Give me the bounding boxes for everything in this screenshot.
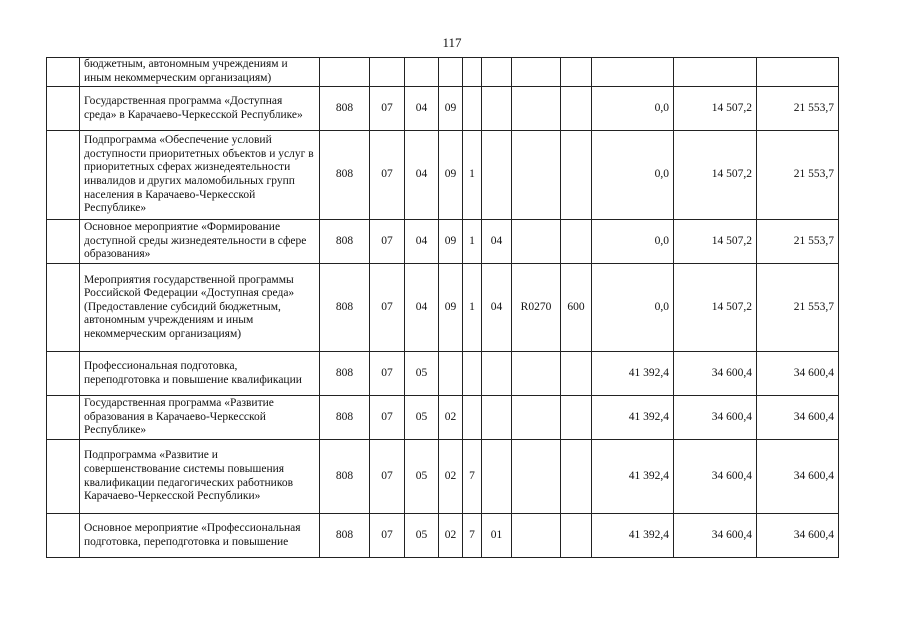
direction-code-cell <box>512 396 561 440</box>
program-code-cell: 09 <box>439 87 463 131</box>
section-code-cell <box>370 58 405 87</box>
direction-code-cell <box>512 131 561 220</box>
amount-year3-cell: 21 553,7 <box>757 220 839 264</box>
amount-year2-cell: 34 600,4 <box>674 514 757 558</box>
expense-type-cell <box>561 220 592 264</box>
subsection-code-cell: 05 <box>405 396 439 440</box>
expense-type-cell <box>561 396 592 440</box>
description-cell: Мероприятия государственной программы Российской Федерации «Доступная среда» (Предоставление субсидий бюджетным, автономным учреждениям и иным некоммерческим организациям) <box>80 264 320 352</box>
ved-code-cell: 808 <box>320 264 370 352</box>
subsection-code-cell: 05 <box>405 352 439 396</box>
page-number: 117 <box>442 35 462 50</box>
direction-code-cell: R0270 <box>512 264 561 352</box>
amount-year3-cell: 34 600,4 <box>757 514 839 558</box>
activity-code-cell <box>482 440 512 514</box>
row-number-cell <box>47 220 80 264</box>
subprogram-code-cell <box>463 396 482 440</box>
expense-type-cell <box>561 131 592 220</box>
amount-year1-cell <box>592 58 674 87</box>
ved-code-cell: 808 <box>320 352 370 396</box>
section-code-cell: 07 <box>370 87 405 131</box>
activity-code-cell: 04 <box>482 220 512 264</box>
program-code-cell: 02 <box>439 514 463 558</box>
description-cell: Государственная программа «Развитие образования в Карачаево-Черкесской Республике» <box>80 396 320 440</box>
table-row <box>47 440 839 514</box>
table-row <box>47 58 839 87</box>
ved-code-cell: 808 <box>320 220 370 264</box>
row-number-cell <box>47 58 80 87</box>
expense-type-cell: 600 <box>561 264 592 352</box>
description-cell: бюджетным, автономным учреждениям и иным некоммерческим организациям) <box>80 58 320 87</box>
subprogram-code-cell: 1 <box>463 220 482 264</box>
ved-code-cell: 808 <box>320 131 370 220</box>
description-cell: Основное мероприятие «Профессиональная подготовка, переподготовка и повышение <box>80 514 320 558</box>
row-number-cell <box>47 87 80 131</box>
ved-code-cell: 808 <box>320 440 370 514</box>
direction-code-cell <box>512 514 561 558</box>
program-code-cell: 09 <box>439 220 463 264</box>
section-code-cell: 07 <box>370 352 405 396</box>
program-code-cell <box>439 58 463 87</box>
expense-type-cell <box>561 440 592 514</box>
amount-year2-cell: 34 600,4 <box>674 352 757 396</box>
direction-code-cell <box>512 220 561 264</box>
description-cell: Профессиональная подготовка, переподготовка и повышение квалификации <box>80 352 320 396</box>
budget-table <box>46 57 839 558</box>
activity-code-cell <box>482 396 512 440</box>
activity-code-cell <box>482 352 512 396</box>
amount-year3-cell <box>757 58 839 87</box>
amount-year1-cell: 41 392,4 <box>592 352 674 396</box>
subprogram-code-cell: 1 <box>463 131 482 220</box>
subprogram-code-cell <box>463 352 482 396</box>
activity-code-cell: 01 <box>482 514 512 558</box>
amount-year2-cell: 14 507,2 <box>674 131 757 220</box>
activity-code-cell <box>482 131 512 220</box>
expense-type-cell <box>561 352 592 396</box>
amount-year2-cell: 34 600,4 <box>674 396 757 440</box>
activity-code-cell: 04 <box>482 264 512 352</box>
description-cell: Подпрограмма «Обеспечение условий доступности приоритетных объектов и услуг в приоритетных сферах жизнедеятельности инвалидов и других маломобильных групп населения в Карачаево-Черкесской Республике» <box>80 131 320 220</box>
subprogram-code-cell: 1 <box>463 264 482 352</box>
row-number-cell <box>47 514 80 558</box>
table-row <box>47 131 839 220</box>
program-code-cell: 02 <box>439 440 463 514</box>
amount-year1-cell: 0,0 <box>592 131 674 220</box>
subsection-code-cell: 05 <box>405 514 439 558</box>
amount-year1-cell: 0,0 <box>592 87 674 131</box>
row-number-cell <box>47 264 80 352</box>
expense-type-cell <box>561 58 592 87</box>
direction-code-cell <box>512 87 561 131</box>
amount-year1-cell: 41 392,4 <box>592 440 674 514</box>
table-row <box>47 87 839 131</box>
subsection-code-cell: 04 <box>405 87 439 131</box>
section-code-cell: 07 <box>370 396 405 440</box>
subprogram-code-cell: 7 <box>463 440 482 514</box>
direction-code-cell <box>512 440 561 514</box>
subprogram-code-cell <box>463 87 482 131</box>
section-code-cell: 07 <box>370 131 405 220</box>
amount-year1-cell: 0,0 <box>592 220 674 264</box>
program-code-cell: 09 <box>439 264 463 352</box>
amount-year3-cell: 21 553,7 <box>757 87 839 131</box>
amount-year3-cell: 34 600,4 <box>757 440 839 514</box>
table-row <box>47 220 839 264</box>
subsection-code-cell: 05 <box>405 440 439 514</box>
amount-year2-cell: 14 507,2 <box>674 220 757 264</box>
activity-code-cell <box>482 58 512 87</box>
subsection-code-cell <box>405 58 439 87</box>
amount-year2-cell: 14 507,2 <box>674 87 757 131</box>
amount-year1-cell: 41 392,4 <box>592 514 674 558</box>
subprogram-code-cell: 7 <box>463 514 482 558</box>
row-number-cell <box>47 440 80 514</box>
program-code-cell: 02 <box>439 396 463 440</box>
row-number-cell <box>47 131 80 220</box>
row-number-cell <box>47 352 80 396</box>
table-row <box>47 352 839 396</box>
description-cell: Государственная программа «Доступная среда» в Карачаево-Черкесской Республике» <box>80 87 320 131</box>
ved-code-cell: 808 <box>320 514 370 558</box>
direction-code-cell <box>512 58 561 87</box>
ved-code-cell <box>320 58 370 87</box>
subsection-code-cell: 04 <box>405 220 439 264</box>
description-cell: Подпрограмма «Развитие и совершенствование системы повышения квалификации педагогических работников Карачаево-Черкесской Республики» <box>80 440 320 514</box>
direction-code-cell <box>512 352 561 396</box>
section-code-cell: 07 <box>370 514 405 558</box>
amount-year2-cell: 34 600,4 <box>674 440 757 514</box>
amount-year2-cell: 14 507,2 <box>674 264 757 352</box>
section-code-cell: 07 <box>370 264 405 352</box>
table-row <box>47 514 839 558</box>
amount-year3-cell: 34 600,4 <box>757 352 839 396</box>
section-code-cell: 07 <box>370 440 405 514</box>
subprogram-code-cell <box>463 58 482 87</box>
amount-year1-cell: 0,0 <box>592 264 674 352</box>
section-code-cell: 07 <box>370 220 405 264</box>
subsection-code-cell: 04 <box>405 264 439 352</box>
amount-year3-cell: 21 553,7 <box>757 131 839 220</box>
description-cell: Основное мероприятие «Формирование доступной среды жизнедеятельности в сфере образования» <box>80 220 320 264</box>
row-number-cell <box>47 396 80 440</box>
amount-year3-cell: 21 553,7 <box>757 264 839 352</box>
ved-code-cell: 808 <box>320 396 370 440</box>
subsection-code-cell: 04 <box>405 131 439 220</box>
activity-code-cell <box>482 87 512 131</box>
program-code-cell <box>439 352 463 396</box>
expense-type-cell <box>561 514 592 558</box>
amount-year2-cell <box>674 58 757 87</box>
program-code-cell: 09 <box>439 131 463 220</box>
table-row <box>47 264 839 352</box>
ved-code-cell: 808 <box>320 87 370 131</box>
amount-year3-cell: 34 600,4 <box>757 396 839 440</box>
table-row <box>47 396 839 440</box>
amount-year1-cell: 41 392,4 <box>592 396 674 440</box>
expense-type-cell <box>561 87 592 131</box>
